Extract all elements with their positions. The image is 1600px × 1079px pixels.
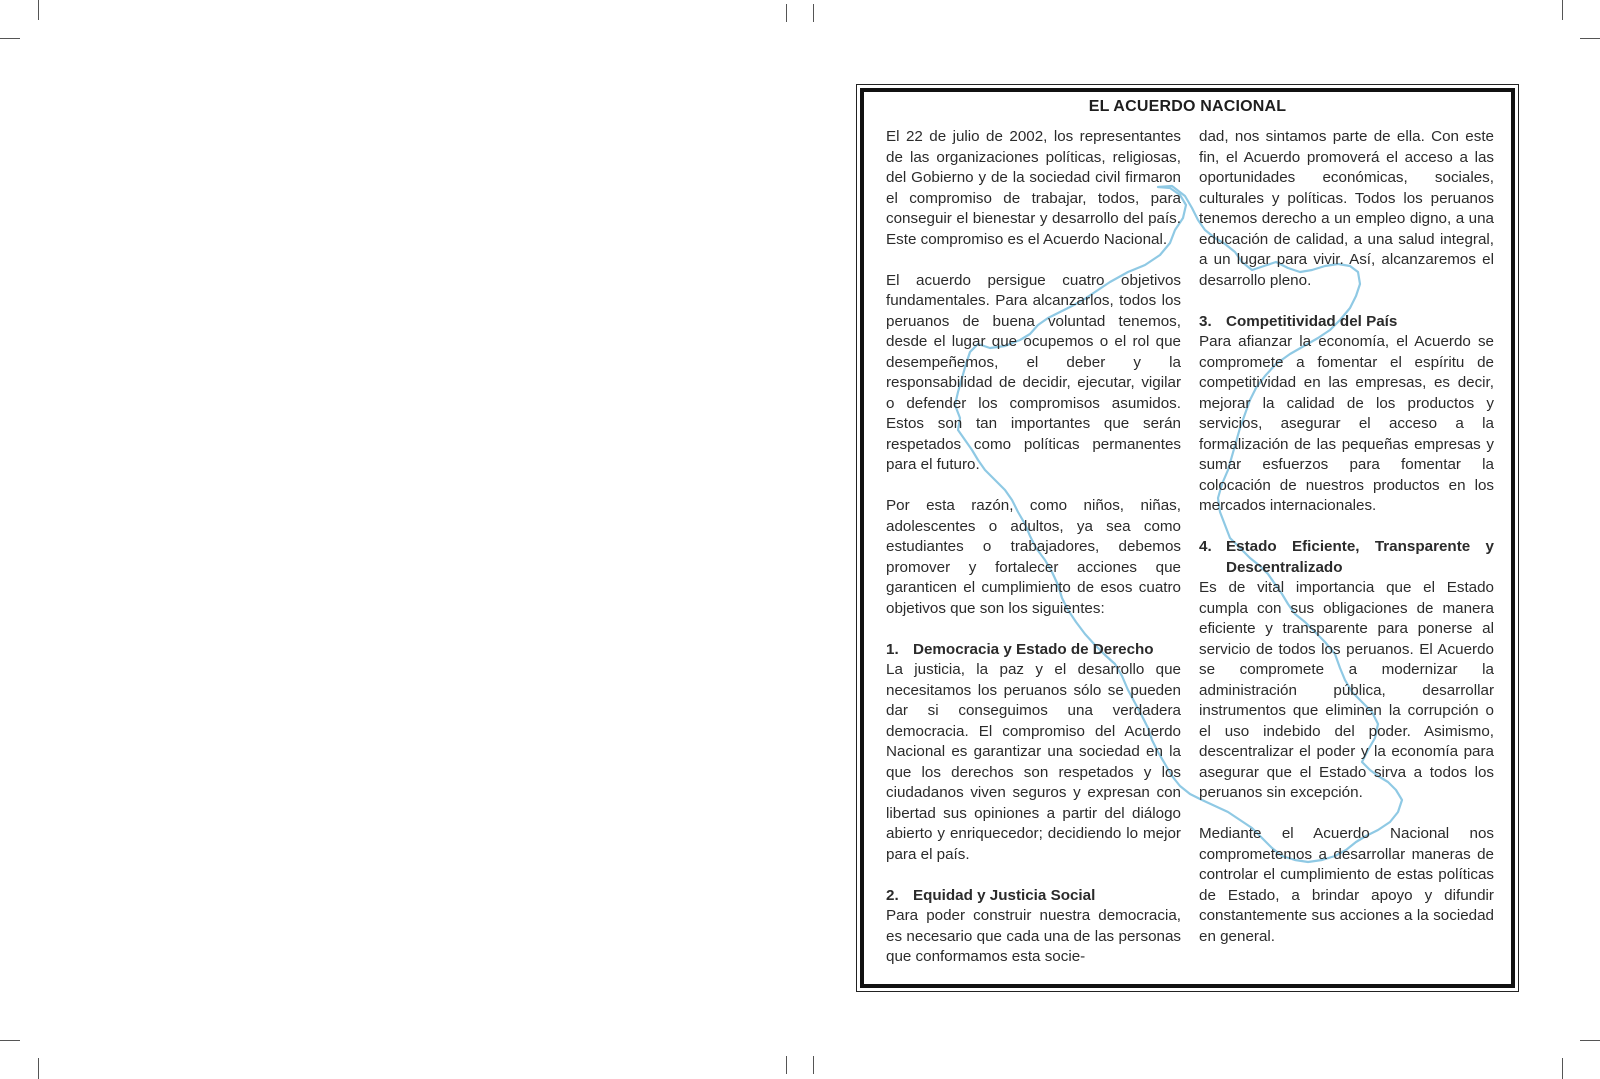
section-text-equidad-continued: dad, nos sintamos parte de ella. Con este fin, el Acuerdo promoverá el acceso a las oportunidades económicas, sociales, culturales y políticas. Todos los peruanos tenemos derecho a un empleo digno, a una educación de calidad, a una salud integral, a un lugar para vivir. Así, alcanzaremos el desarrollo pleno.	[1199, 128, 1494, 289]
section-heading-estado	[1199, 537, 1494, 578]
section-heading-text: Estado Eficiente, Transparente y Descentralizado	[1226, 538, 1494, 576]
objectives-paragraph: El acuerdo persigue cuatro objetivos fundamentales. Para alcanzarlos, todos los peruanos de buena voluntad tenemos, desde el lugar que ocupemos o el rol que desempeñemos, el deber y la responsabilidad de decidir, ejecutar, vigilar o defender los compromisos asumidos. Estos son tan importantes que serán respetados como políticas permanentes para el futuro.	[886, 271, 1181, 473]
section-heading-democracia	[886, 640, 1181, 661]
section-number: 4.	[1199, 538, 1212, 555]
section-number: 1.	[886, 640, 899, 658]
right-column	[1199, 127, 1494, 947]
intro-paragraph: El 22 de julio de 2002, los representantes de las organizaciones políticas, religiosas, del Gobierno y de la sociedad civil firmaron el compromiso de trabajar, todos, para conseguir el bienestar y desarrollo del país. Este compromiso es el Acuerdo Nacional.	[886, 128, 1181, 248]
section-heading-text: Equidad y Justicia Social	[913, 886, 1096, 904]
section-text-democracia: La justicia, la paz y el desarrollo que necesitamos los peruanos sólo se pueden dar si conseguimos una verdadera democracia. El compromiso del Acuerdo Nacional es garantizar una sociedad en la que los derechos son respetados y los ciudadanos viven seguros y expresan con libertad sus opiniones a partir del diálogo abierto y enriquecedor; decidiendo lo mejor para el país.	[886, 661, 1181, 863]
section-heading-text: Competitividad del País	[1226, 312, 1398, 330]
section-number: 2.	[886, 886, 899, 904]
left-column	[886, 127, 1181, 968]
section-number: 3.	[1199, 312, 1212, 330]
section-heading-competitividad	[1199, 312, 1494, 333]
section-text-estado: Es de vital importancia que el Estado cumpla con sus obligaciones de manera eficiente y transparente para ponerse al servicio de todos los peruanos. El Acuerdo se compromete a modernizar la administración pública, desarrollar instrumentos que eliminen la corrupción o el uso indebido del poder. Asimismo, descentralizar el poder y la economía para asegurar que el Estado sirva a todos los peruanos sin excepción.	[1199, 579, 1494, 801]
section-heading-text: Democracia y Estado de Derecho	[913, 640, 1154, 658]
document-title: EL ACUERDO NACIONAL	[1088, 98, 1287, 115]
section-text-competitividad: Para afianzar la economía, el Acuerdo se compromete a fomentar el espíritu de competitividad en las empresas, es decir, mejorar la calidad de los productos y servicios, asegurar el acceso a la formalización de las pequeñas empresas y sumar esfuerzos para fomentar la colocación de nuestros productos en los mercados internacionales.	[1199, 333, 1494, 514]
section-text-equidad: Para poder construir nuestra democracia, es necesario que cada una de las personas que conformamos esta socie-	[886, 907, 1181, 965]
section-heading-equidad	[886, 886, 1181, 907]
closing-paragraph: Mediante el Acuerdo Nacional nos comprometemos a desarrollar maneras de controlar el cumplimiento de estas políticas de Estado, a brindar apoyo y difundir constantemente sus acciones a la sociedad en general.	[1199, 825, 1494, 945]
reason-paragraph: Por esta razón, como niños, niñas, adolescentes o adultos, ya sea como estudiantes o trabajadores, debemos promover y fortalecer acciones que garanticen el cumplimiento de esos cuatro objetivos que son los siguientes:	[886, 497, 1181, 617]
